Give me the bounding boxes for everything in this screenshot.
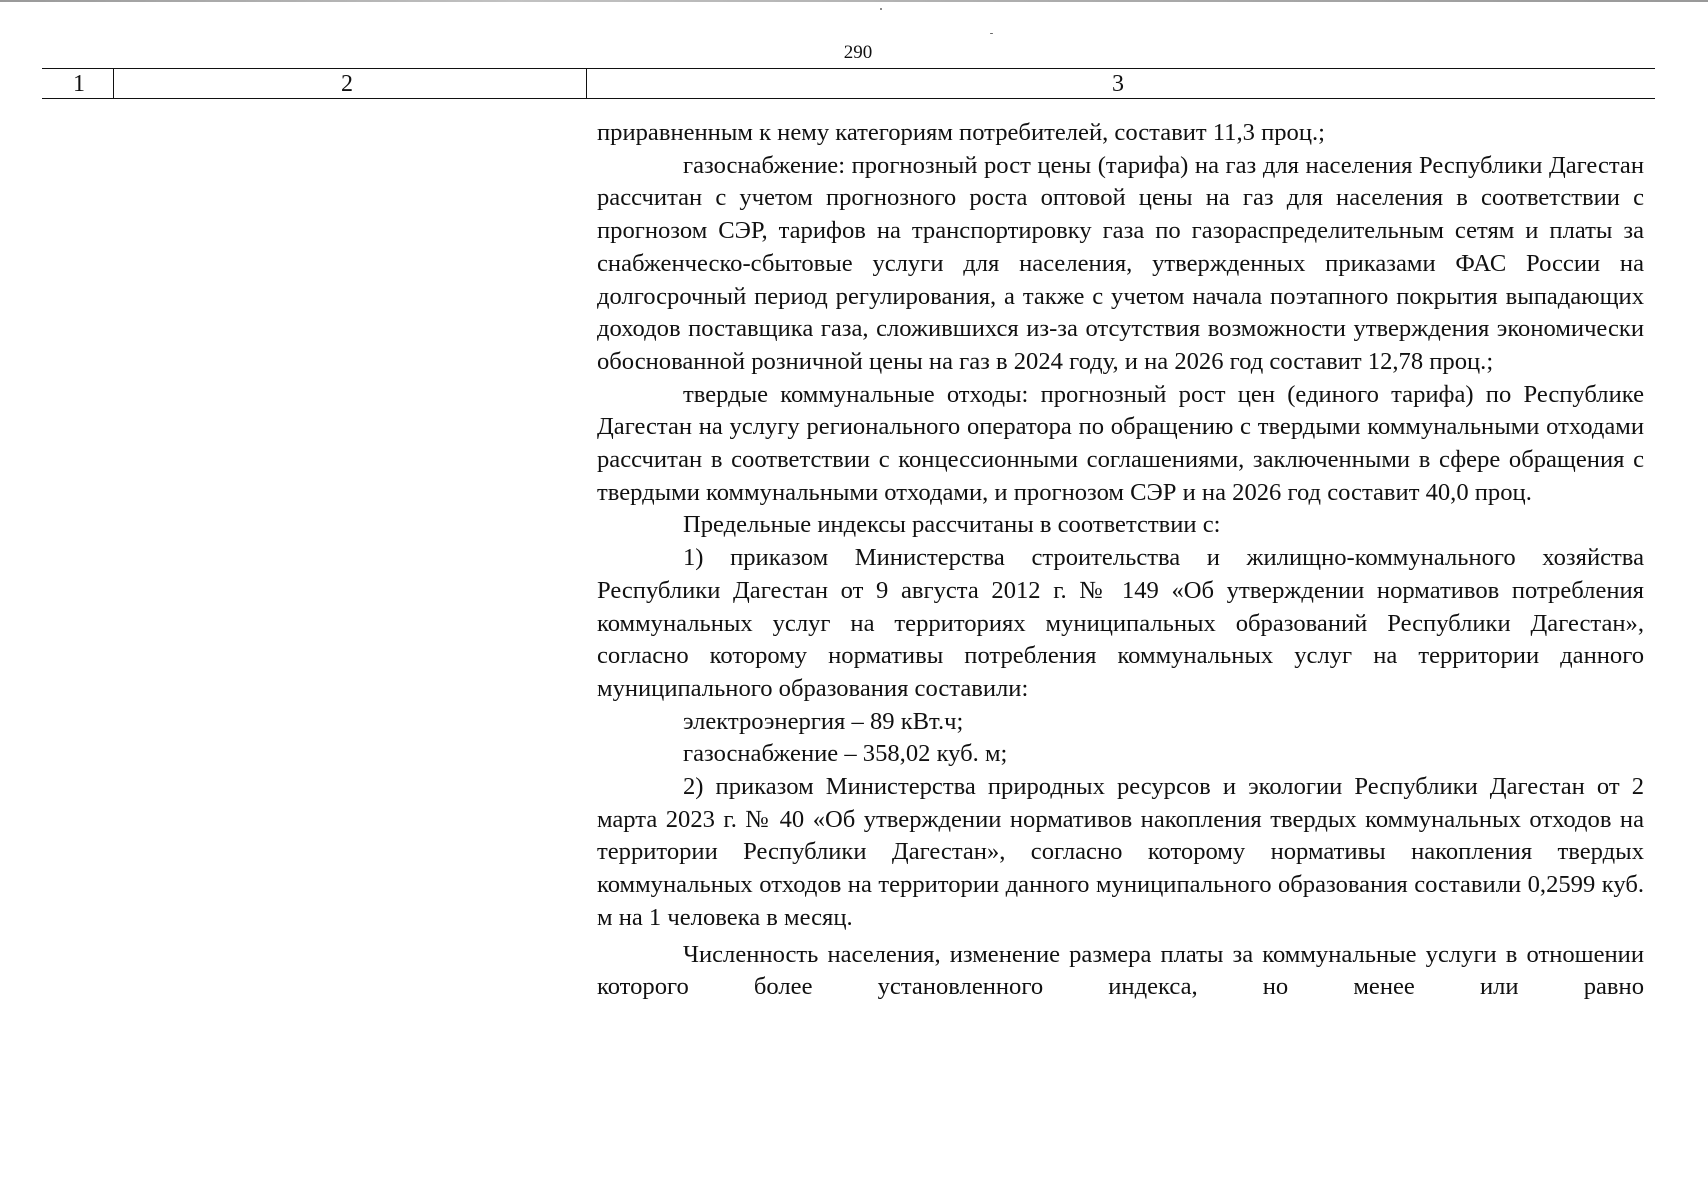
- page-number: 290: [843, 42, 873, 63]
- paragraph-continuation: приравненным к нему категориям потребителей, составит 11,3 проц.;: [597, 119, 1325, 146]
- column-number-2: 2: [341, 71, 353, 97]
- document-body: [597, 117, 1644, 1004]
- paragraph-gas-supply: газоснабжение: прогнозный рост цены (тарифа) на газ для населения Республики Дагестан рассчитан с учетом прогнозного роста оптовой цены на газ для населения в соответствии с прогнозом СЭР, тарифов на транспортировку газа по газораспределительным сетям и платы за снабженческо-сбытовые услуги для населения, утвержденных приказами ФАС России на долгосрочный период регулирования, а также с учетом начала поэтапного покрытия выпадающих доходов поставщика газа, сложившихся из-за отсутствия возможности утверждения экономически обоснованной розничной цены на газ в 2024 году, и на 2026 год составит 12,78 проц.;: [597, 151, 1644, 375]
- paragraph-order-1: 1) приказом Министерства строительства и жилищно-коммунального хозяйства Республики Дагестан от 9 августа 2012 г. № 149 «Об утверждении нормативов потребления коммунальных услуг на территориях муниципальных образований Республики Дагестан», согласно которому нормативы потребления коммунальных услуг на территории данного муниципального образования составили:: [597, 544, 1644, 702]
- paragraph-solid-waste: твердые коммунальные отходы: прогнозный рост цен (единого тарифа) по Республике Дагестан на услугу регионального оператора по обращению с твердыми коммунальными отходами рассчитан в соответствии с концессионными соглашениями, заключенными в сфере обращения с твердыми коммунальными отходами, и прогнозом СЭР и на 2026 год составит 40,0 проц.: [597, 380, 1644, 506]
- paragraph-population: Численность населения, изменение размера платы за коммунальные услуги в отношении которого более установленного индекса, но менее или равно: [597, 940, 1644, 1001]
- paragraph-gas-norm: газоснабжение – 358,02 куб. м;: [683, 740, 1008, 768]
- column-divider: [586, 68, 587, 98]
- column-number-3: 3: [1112, 71, 1124, 97]
- column-number-1: 1: [73, 71, 85, 97]
- paragraph-order-2: 2) приказом Министерства природных ресурсов и экологии Республики Дагестан от 2 марта 2023 г. № 40 «Об утверждении нормативов накопления твердых коммунальных отходов на территории Республики Дагестан», согласно которому нормативы накопления твердых коммунальных отходов на территории данного муниципального образования составили 0,2599 куб. м на 1 человека в месяц.: [597, 773, 1644, 931]
- paragraph-electricity-norm: электроэнергия – 89 кВт.ч;: [683, 707, 964, 735]
- scan-top-edge: [0, 0, 1708, 2]
- paragraph-indices-basis: Предельные индексы рассчитаны в соответствии с:: [683, 511, 1221, 539]
- table-header-top-rule: [42, 68, 1655, 69]
- column-divider: [113, 68, 114, 98]
- scan-speck: [880, 8, 882, 10]
- table-header-bottom-rule: [42, 98, 1655, 99]
- scan-speck: [990, 33, 993, 34]
